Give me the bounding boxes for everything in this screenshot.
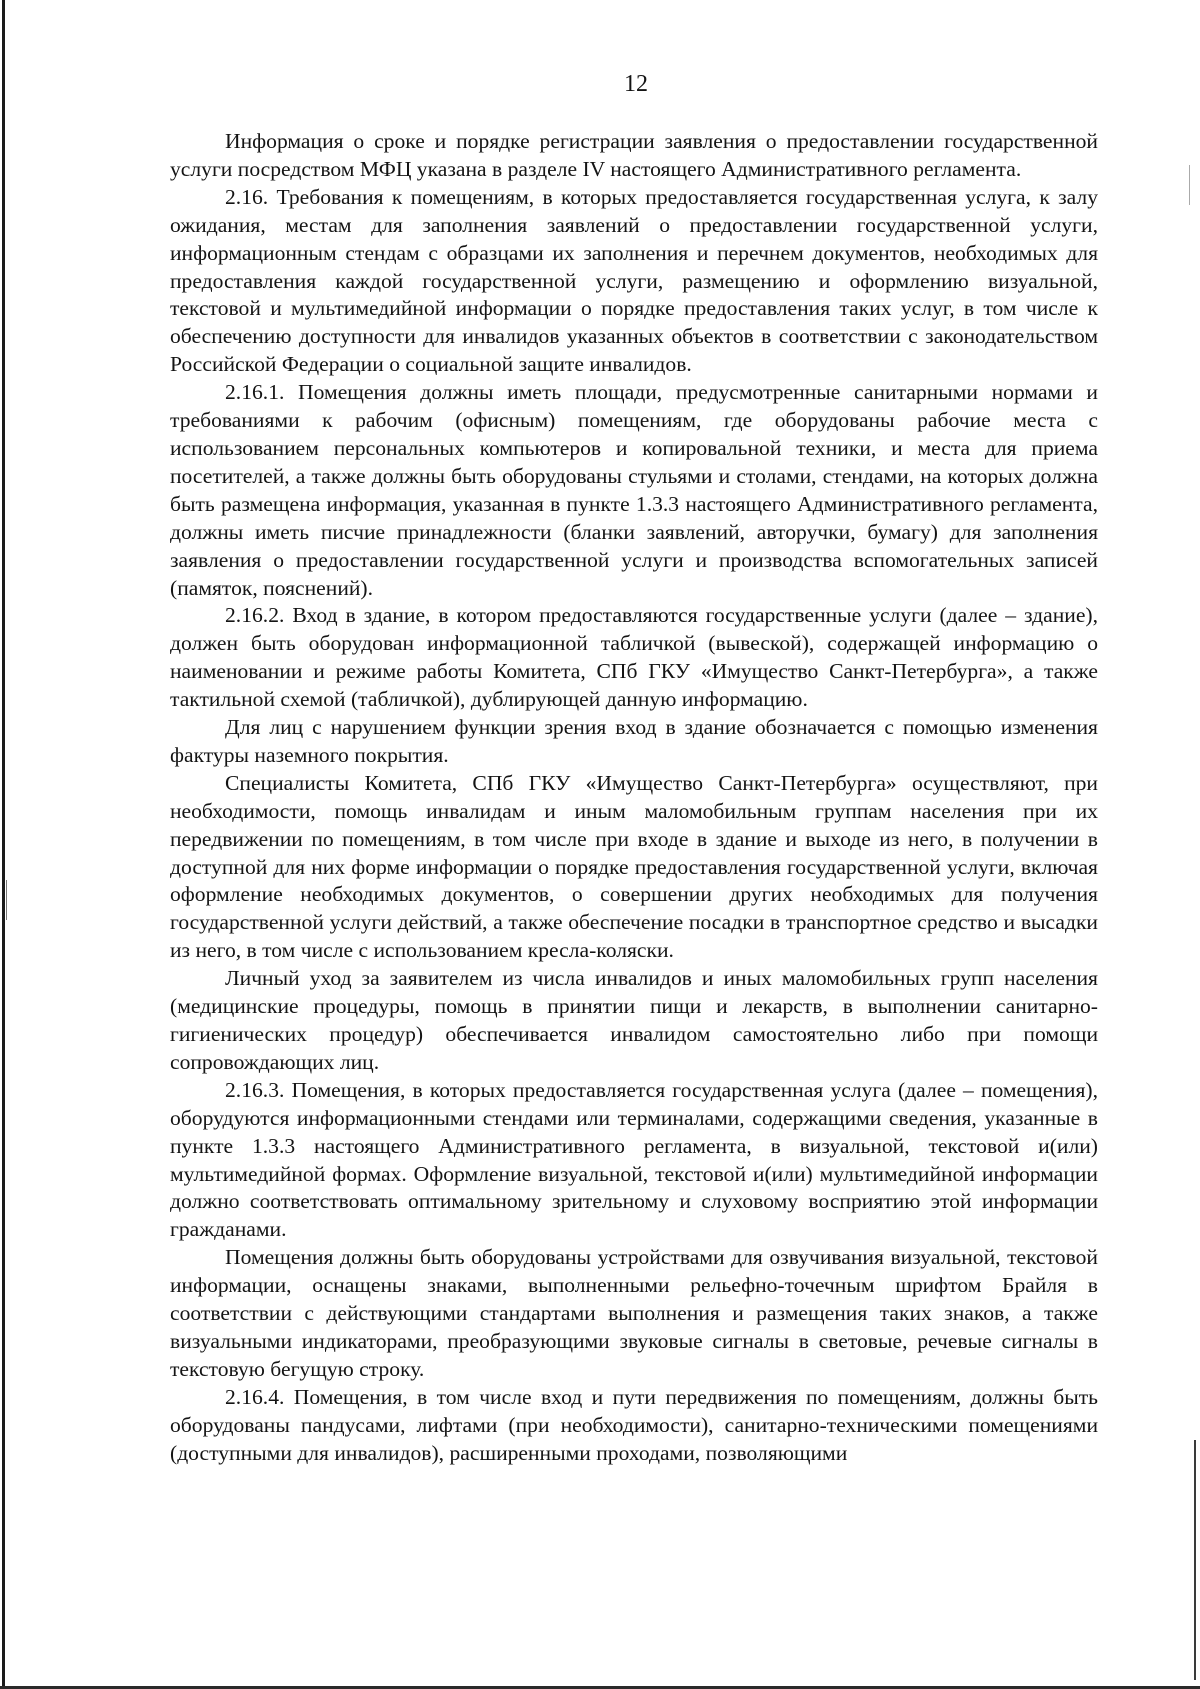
paragraph-2-16-1: 2.16.1. Помещения должны иметь площади, предусмотренные санитарными нормами и требованиями к рабочим (офисным) помещениям, где оборудованы рабочие места с использованием персональных компьютеров и копировальной техники, и места для приема посетителей, а также должны быть оборудованы стульями и столами, стендами, на которых должна быть размещена информация, указанная в пункте 1.3.3 настоящего Административного регламента, должны иметь писчие принадлежности (бланки заявлений, авторучки, бумагу) для заполнения заявления о предоставлении государственной услуги и производства вспомогательных записей (памяток, пояснений). [170, 380, 1098, 600]
paragraph-specialists-assistance: Специалисты Комитета, СПб ГКУ «Имущество Санкт-Петербурга» осуществляют, при необходимости, помощь инвалидам и иным маломобильным группам населения при их передвижении по помещениям, в том числе при входе в здание и выходе из него, в получении в доступной для них форме информации о порядке предоставления государственной услуги, включая оформление необходимых документов, о совершении других необходимых для получения государственной услуги действий, а также обеспечение посадки в транспортное средство и высадки из него, в том числе с использованием кресла-коляски. [170, 770, 1098, 963]
scan-border-right [1194, 1440, 1196, 1680]
paragraph-sound-visual-devices: Помещения должны быть оборудованы устройствами для озвучивания визуальной, текстовой информации, оснащены знаками, выполненными рельефно-точечным шрифтом Брайля в соответствии с действующими стандартами выполнения и размещения таких знаков, а также визуальными индикаторами, преобразующими звуковые сигналы в световые, речевые сигналы в текстовую бегущую строку. [170, 1245, 1098, 1381]
paragraph-registration-info: Информация о сроке и порядке регистрации заявления о предоставлении государственной услуги посредством МФЦ указана в разделе IV настоящего Административного регламента. [170, 129, 1098, 181]
paragraph-vision-impaired: Для лиц с нарушением функции зрения вход в здание обозначается с помощью изменения фактуры наземного покрытия. [170, 715, 1098, 767]
paragraph-2-16-3: 2.16.3. Помещения, в которых предоставляется государственная услуга (далее – помещения), оборудуются информационными стендами или терминалами, содержащими сведения, указанные в пункте 1.3.3 настоящего Административного регламента, в визуальной, текстовой и(или) мультимедийной формах. Оформление визуальной, текстовой и(или) мультимедийной информации должно соответствовать оптимальному зрительному и слуховому восприятию этой информации гражданами. [170, 1077, 1098, 1242]
paragraph-personal-care: Личный уход за заявителем из числа инвалидов и иных маломобильных групп населения (медицинские процедуры, помощь в принятии пищи и лекарств, в выполнении санитарно-гигиенических процедур) обеспечивается инвалидом самостоятельно либо при помощи сопровождающих лиц. [170, 966, 1098, 1074]
paragraph-2-16: 2.16. Требования к помещениям, в которых предоставляется государственная услуга, к залу ожидания, местам для заполнения заявлений о предоставлении государственной услуги, информационным стендам с образцами их заполнения и перечнем документов, необходимых для предоставления каждой государственной услуги, размещению и оформлению визуальной, текстовой и мультимедийной информации о порядке предоставления таких услуг, в том числе к обеспечению доступности для инвалидов указанных объектов в соответствии с законодательством Российской Федерации о социальной защите инвалидов. [170, 184, 1098, 377]
page-number: 12 [624, 71, 648, 97]
paragraph-2-16-4: 2.16.4. Помещения, в том числе вход и пути передвижения по помещениям, должны быть оборудованы пандусами, лифтами (при необходимости), санитарно-техническими помещениями (доступными для инвалидов), расширенными проходами, позволяющими [170, 1384, 1098, 1465]
document-body [170, 128, 1098, 1468]
scan-artifact-right [1189, 165, 1190, 205]
paragraph-2-16-2: 2.16.2. Вход в здание, в котором предоставляются государственные услуги (далее – здание), должен быть оборудован информационной табличкой (вывеской), содержащей информацию о наименовании и режиме работы Комитета, СПб ГКУ «Имущество Санкт-Петербурга», а также тактильной схемой (табличкой), дублирующей данную информацию. [170, 603, 1098, 712]
scan-border-left [2, 0, 5, 1689]
scan-artifact-left [6, 880, 7, 920]
